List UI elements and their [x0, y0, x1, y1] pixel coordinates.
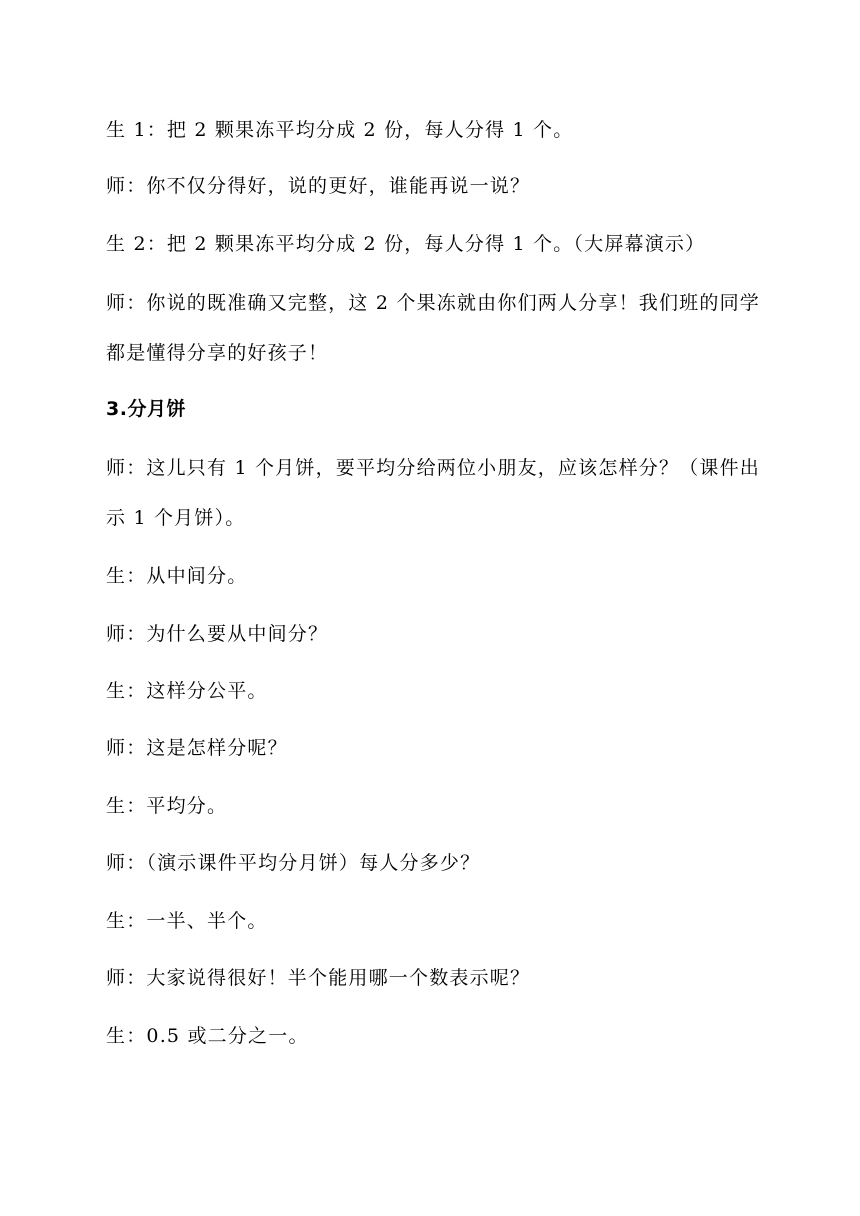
- dialogue-student-7: 生：0.5 或二分之一。: [106, 1025, 309, 1047]
- dialogue-student-1: 生 1：把 2 颗果冻平均分成 2 份，每人分得 1 个。: [106, 119, 574, 141]
- dialogue-student-5: 生：平均分。: [106, 795, 228, 817]
- dialogue-teacher-4: 师：为什么要从中间分？: [106, 623, 329, 645]
- section-heading: 3.分月饼: [106, 398, 186, 420]
- dialogue-teacher-2: 师：你说的既准确又完整，这 2 个果冻就由你们两人分享！我们班的同学都是懂得分享的好孩子！: [106, 292, 760, 364]
- dialogue-teacher-5: 师：这是怎样分呢？: [106, 737, 288, 759]
- dialogue-student-4: 生：这样分公平。: [106, 680, 268, 702]
- dialogue-teacher-3: 师：这儿只有 1 个月饼，要平均分给两位小朋友，应该怎样分？（课件出示 1 个月饼）。: [106, 457, 760, 529]
- dialogue-teacher-6: 师：（演示课件平均分月饼）每人分多少？: [106, 852, 481, 874]
- dialogue-student-6: 生：一半、半个。: [106, 910, 268, 932]
- dialogue-teacher-1: 师：你不仅分得好，说的更好，谁能再说一说？: [106, 175, 531, 197]
- dialogue-student-3: 生：从中间分。: [106, 565, 248, 587]
- dialogue-teacher-7: 师：大家说得很好！半个能用哪一个数表示呢？: [106, 967, 531, 989]
- dialogue-student-2: 生 2：把 2 颗果冻平均分成 2 份，每人分得 1 个。（大屏幕演示）: [106, 233, 706, 255]
